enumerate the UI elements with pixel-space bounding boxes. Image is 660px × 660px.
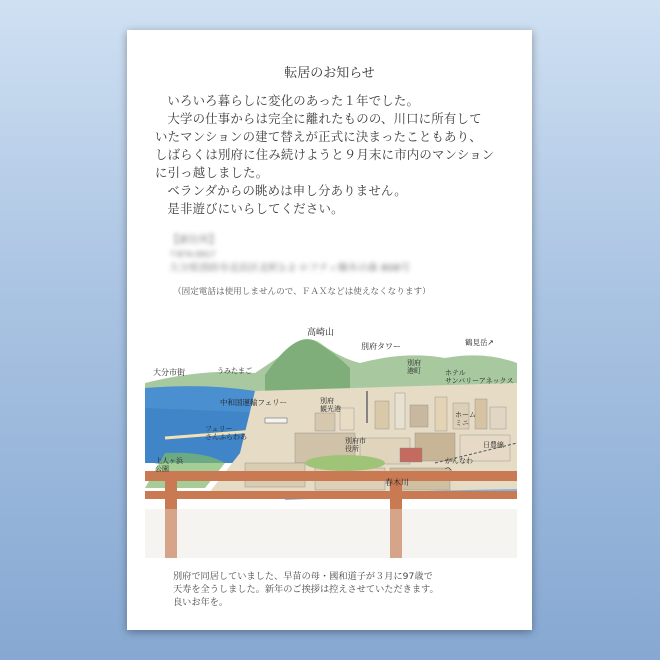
paragraph: いろいろ暮らしに変化のあった１年でした。 (167, 93, 420, 108)
fax-note: （固定電話は使用しませんので、ＦＡＸなどは使えなくなります） (173, 287, 431, 297)
label-haruki-river: 春木川 (385, 478, 409, 487)
label-ferry-company: 中和国運輸フェリー (220, 398, 288, 407)
label-tsurumi: 鶴見岳↗ (465, 338, 494, 347)
announcement-card (127, 30, 532, 630)
balcony-rail-top (145, 471, 517, 481)
postal-code: 〒874-0917 (169, 250, 216, 259)
label-takasaki: 高崎山 (307, 328, 335, 338)
label-city: 別府港町 (407, 359, 421, 376)
label-umitamago: うみたまご (217, 367, 252, 375)
address-heading: 【新住所】 (169, 235, 219, 246)
label-oita: 大分市街 (153, 368, 185, 377)
balcony-rail-middle (145, 491, 517, 499)
beppu-view-illustration (145, 313, 517, 558)
message-body (155, 92, 515, 218)
address-line: 大分県別府市北浜区北町1-2 ロフティ楠木の森 808号 (169, 263, 410, 274)
label-ropeway: ホームミニ (455, 411, 476, 428)
label-hotel: ホテルサンバリーアネックス (445, 369, 514, 386)
paragraph: 是非遊びにいらしてください。 (167, 201, 344, 216)
label-station: 別府観光港 (320, 397, 341, 414)
paragraph: ベランダからの眺めは申し分ありません。 (167, 183, 407, 198)
ferry-ship (265, 418, 287, 423)
label-beppu-tower: 別府タワー (361, 342, 401, 351)
label-city-office: 別府市役所 (345, 437, 366, 454)
label-park: 上人ヶ浜公園 (155, 457, 183, 474)
label-nippo-line: 日豊線 (483, 441, 504, 449)
paragraph: 大学の仕事からは完全に離れたものの、川口に所有して いたマンションの建て替えが正式に決まったこともあり、 しばらくは別府に住み続けようと９月末に市内のマンション に引っ越しました。 (155, 111, 495, 180)
label-ferry: フェリーさんふらわあ (205, 425, 247, 442)
new-address-block (169, 234, 509, 276)
label-kannawa: かんなわへ (445, 457, 473, 474)
closing-message: 別府で同居していました、早苗の母・國和道子が３月に97歳で 天寿を全うしました。新年のご挨拶は控えさせていただきます。 良いお年を。 (173, 571, 439, 609)
park-green (305, 455, 385, 471)
card-title: 転居のお知らせ (284, 66, 375, 81)
